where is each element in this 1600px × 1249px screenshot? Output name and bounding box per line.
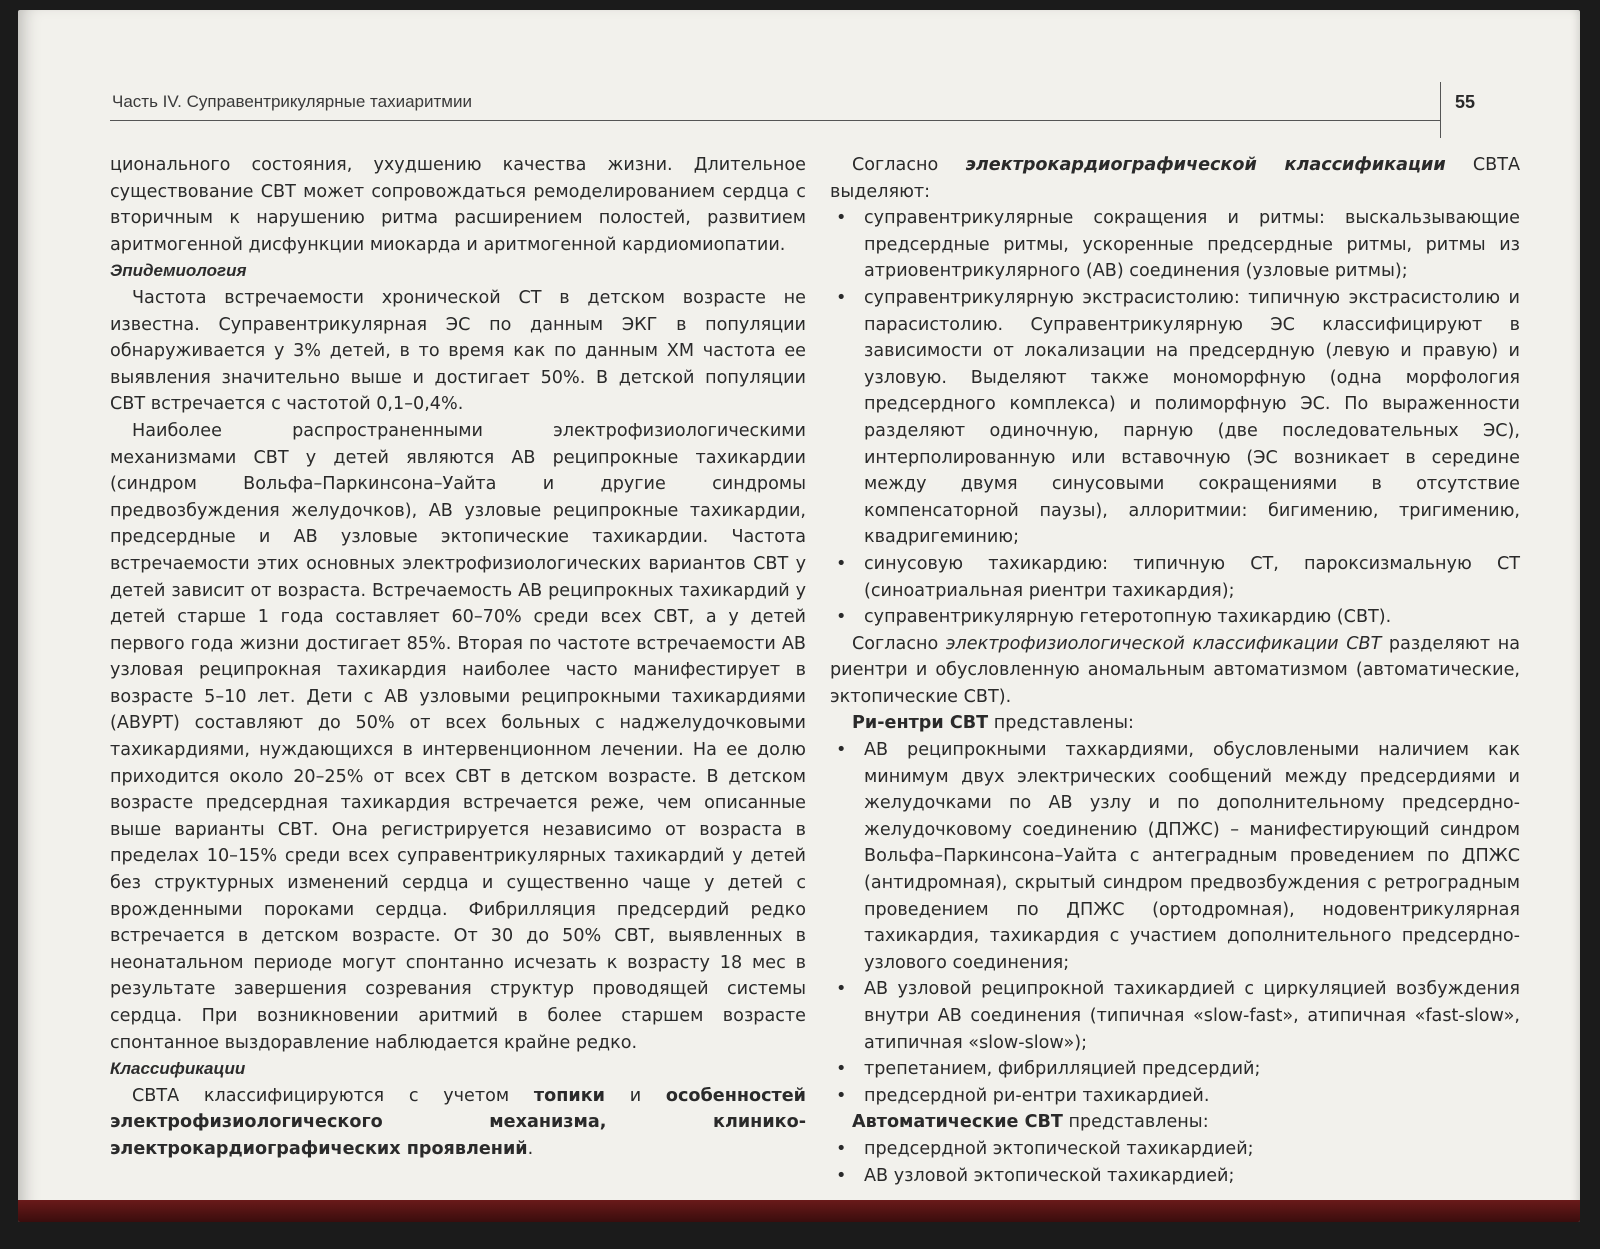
bullet-icon: • — [836, 287, 847, 308]
bullet-icon: • — [836, 979, 847, 1000]
bullet-icon: • — [836, 208, 847, 229]
list-item-text: суправентрикулярные сокращения и ритмы: выскальзывающие предсердные ритмы, ускоренные предсердные ритмы, ритмы из атриовентрикулярного (АВ) соединения (узловые ритмы); — [864, 208, 1520, 282]
text-run: и — [604, 1085, 666, 1106]
bold-term: топики — [533, 1085, 605, 1106]
running-header — [110, 82, 1510, 122]
list-item — [830, 604, 1520, 631]
bullet-list-ecg — [830, 205, 1520, 631]
list-item — [830, 1056, 1520, 1083]
list-item-text: АВ реципрокными тахкардиями, обусловлеными наличием как минимум двух электрических сообщений между предсердиями и желудочками по АВ узлу и по дополнительному предсердно-желудочковому соединению (ДПЖС) – манифестирующий синдром Вольфа–Паркинсона–Уайта с антеградным проведением по ДПЖС (антидромная), скрытый синдром предвозбуждения с ретроградным проведением по ДПЖС (ортодромная), нодовентрикулярная тахикардия, тахикардия с участием дополнительного предсердно-узлового соединения; — [864, 740, 1520, 973]
list-item — [830, 976, 1520, 1056]
bold-term: особенностей электрофизиологического механизма, клинико-электрокардиографических проявлений — [110, 1085, 806, 1159]
book-binding-edge — [18, 1200, 1580, 1222]
paragraph: Наиболее распространенными электрофизиологическими механизмами СВТ у детей являются АВ реципрокные тахикардии (синдром Вольфа–Паркинсона–Уайта и другие синдромы предвозбуждения желудочков), АВ узловые реципрокные тахикардии, предсердные и АВ узловые эктопические тахикардии. Частота встречаемости этих основных электрофизиологических вариантов СВТ у детей зависит от возраста. Встречаемость АВ реципрокных тахикардий у детей старше 1 года составляет 60–70% среди всех СВТ, а у детей первого года жизни достигает 85%. Вторая по частоте встречаемости АВ узловая реципрокная тахикардия наиболее часто манифестирует в возрасте 5–10 лет. Дети с АВ узловыми реципрокными тахикардиями (АВУРТ) составляют до 50% от всех больных с наджелудочковыми тахикардиями, нуждающихся в интервенционном лечении. На ее долю приходится около 20–25% от всех СВТ в детском возрасте. В детском возрасте предсердная тахикардия встречается реже, чем описанные выше варианты СВТ. Она регистрируется независимо от возраста в пределах 10–15% среди всех суправентрикулярных тахикардий у детей без структурных изменений сердца и существенно чаще у детей с врожденными пороками сердца. Фибрилляция предсердий редко встречается в детском возрасте. От 30 до 50% СВТ, выявленных в неонатальном периоде могут спонтанно исчезать к возрасту 18 мес в результате завершения созревания структур проводящей системы сердца. При возникновении аритмий в более старшем возрасте спонтанное выздоравление наблюдается крайне редко. — [110, 420, 806, 1053]
paragraph — [110, 1083, 806, 1163]
book-page — [18, 10, 1580, 1222]
list-item — [830, 737, 1520, 976]
bullet-list-reentry — [830, 737, 1520, 1109]
section-heading-epidemiology: Эпидемиология — [110, 261, 247, 281]
section-heading-classifications: Классификации — [110, 1059, 246, 1079]
text-run: СВТА классифицируются с учетом — [132, 1085, 534, 1106]
bullet-list-automatic — [830, 1136, 1520, 1189]
text-run: . — [527, 1138, 534, 1159]
list-item-text: синусовую тахикардию: типичную СТ, пароксизмальную СТ (синоатриальная риентри тахикардия); — [864, 553, 1520, 601]
text-run: представлены: — [1062, 1112, 1209, 1133]
left-column — [110, 152, 806, 1163]
italic-term: электрофизиологической классификации СВТ — [945, 633, 1382, 654]
header-rule — [110, 120, 1440, 121]
list-item — [830, 205, 1520, 285]
paragraph: Частота встречаемости хронической СТ в детском возрасте не известна. Суправентрикулярная ЭС по данным ЭКГ в популяции обнаруживается у 3% детей, в то время как по данным ХМ частота ее выявления значительно выше и достигает 50%. В детской популяции СВТ встречается с частотой 0,1–0,4%. — [110, 287, 806, 415]
paragraph: ционального состояния, ухудшению качества жизни. Длительное существование СВТ может сопровождаться ремоделированием сердца с вторичным к нарушению ритма расширением полостей, развитием аритмогенной дисфункции миокарда и аритмогенной кардиомиопатии. — [110, 155, 806, 255]
list-item-text: АВ узловой эктопической тахикардией; — [864, 1165, 1235, 1186]
text-run: Согласно — [852, 633, 946, 654]
bold-term: Автоматические СВТ — [852, 1112, 1063, 1133]
list-item-text: АВ узловой реципрокной тахикардией с циркуляцией возбуждения внутри АВ соединения (типичная «slow-fast», атипичная «fast-slow», атипичная «slow-slow»); — [864, 979, 1520, 1053]
text-run: Согласно — [852, 155, 966, 175]
list-item — [830, 285, 1520, 551]
text-run: разделяют на риентри и обусловленную аномальным автоматизмом (автоматические, эктопические СВТ). — [830, 633, 1521, 707]
list-item — [830, 1163, 1520, 1190]
paragraph — [830, 710, 1520, 737]
text-run: СВТА выделяют: — [830, 155, 1521, 202]
bold-term: Ри-ентри СВТ — [852, 713, 989, 734]
header-title: Часть IV. Суправентрикулярные тахиаритмии — [112, 92, 472, 111]
bullet-icon: • — [836, 1165, 847, 1186]
text-run: представлены: — [988, 713, 1134, 734]
paragraph — [830, 1109, 1520, 1136]
list-item-text: суправентрикулярную гетеротопную тахикардию (СВТ). — [864, 607, 1392, 628]
list-item — [830, 551, 1520, 604]
list-item — [830, 1136, 1520, 1163]
right-column — [830, 152, 1520, 1189]
bullet-icon: • — [836, 1059, 847, 1080]
paragraph — [830, 631, 1520, 711]
list-item-text: предсердной ри-ентри тахикардией. — [864, 1085, 1210, 1106]
list-item-text: трепетанием, фибрилляцией предсердий; — [864, 1059, 1261, 1080]
paragraph — [830, 152, 1520, 205]
bullet-icon: • — [836, 553, 847, 574]
bold-italic-term: электрокардиографической классификации — [965, 155, 1446, 175]
bullet-icon: • — [836, 740, 847, 761]
bullet-icon: • — [836, 607, 847, 628]
list-item-text: суправентрикулярную экстрасистолию: типичную экстрасистолию и парасистолию. Суправентрикулярную ЭС классифицируют в зависимости от локализации на предсердную (левую и правую) и узловую. Выделяют также мономорфную (одна морфология предсердного комплекса) и полиморфную ЭС. По выраженности разделяют одиночную, парную (две последовательных ЭС), интерполированную или вставочную (ЭС возникает в середине между двумя синусовыми сокращениями в отсутствие компенсаторной паузы), аллоритмии: бигимению, тригимению, квадригеминию; — [864, 287, 1520, 548]
list-item — [830, 1083, 1520, 1110]
page-number: 55 — [1455, 92, 1476, 112]
list-item-text: предсердной эктопической тахикардией; — [864, 1138, 1254, 1159]
bullet-icon: • — [836, 1085, 847, 1106]
header-vertical-rule — [1440, 82, 1441, 138]
bullet-icon: • — [836, 1138, 847, 1159]
